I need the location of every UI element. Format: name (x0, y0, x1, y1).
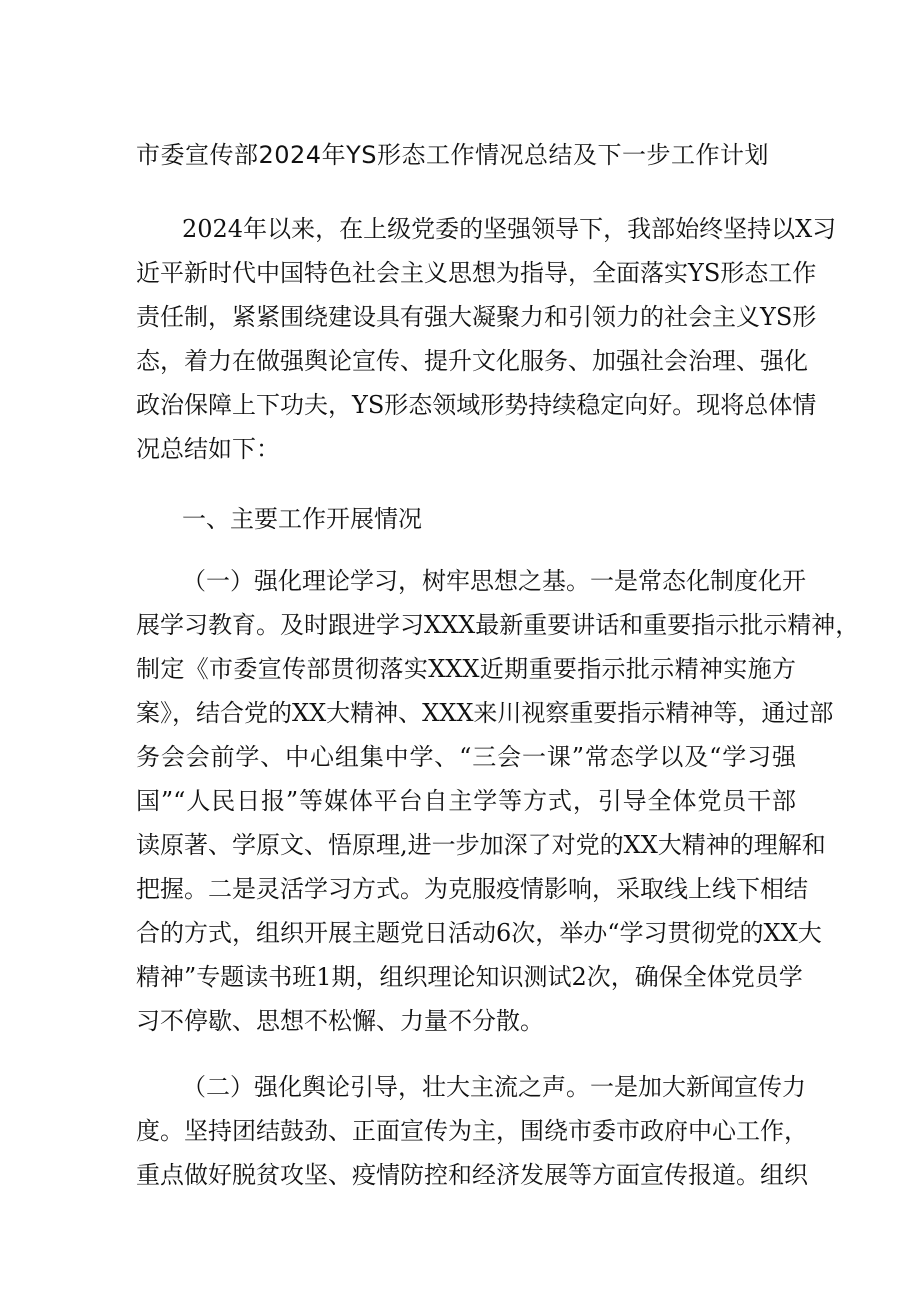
paragraph-line: 制定《市委宣传部贯彻落实XXX近期重要指示批示精神实施方 (136, 655, 796, 683)
paragraph-line: （一）强化理论学习，树牢思想之基。一是常态化制度化开 (182, 567, 806, 595)
intro-line: 政治保障上下功夫，YS形态领域形势持续稳定向好。现将总体情 (136, 391, 817, 419)
paragraph-line: 习不停歇、思想不松懈、力量不分散。 (136, 1007, 544, 1035)
paragraph-line: 合的方式，组织开展主题党日活动6次，举办“学习贯彻党的XX大 (136, 919, 822, 947)
intro-line: 近平新时代中国特色社会主义思想为指导，全面落实YS形态工作 (136, 259, 817, 287)
paragraph-line: 务会会前学、中心组集中学、“三会一课”常态学以及“学习强 (136, 743, 796, 771)
paragraph-line: 展学习教育。及时跟进学习XXX最新重要讲话和重要指示批示精神， (136, 611, 860, 639)
paragraph-line: 案》，结合党的XX大精神、XXX来川视察重要指示精神等，通过部 (136, 699, 834, 727)
paragraph-line: 精神”专题读书班1期，组织理论知识测试2次，确保全体党员学 (136, 963, 803, 991)
paragraph-line: 把握。二是灵活学习方式。为克服疫情影响，采取线上线下相结 (136, 875, 808, 903)
paragraph-line: （二）强化舆论引导，壮大主流之声。一是加大新闻宣传力 (182, 1073, 806, 1101)
intro-line: 2024年以来，在上级党委的坚强领导下，我部始终坚持以X习 (182, 215, 837, 243)
section-heading: 一、主要工作开展情况 (182, 505, 422, 533)
paragraph-line: 重点做好脱贫攻坚、疫情防控和经济发展等方面宣传报道。组织 (136, 1161, 808, 1189)
paragraph-line: 读原著、学原文、悟原理,进一步加深了对党的XX大精神的理解和 (136, 831, 826, 859)
intro-line: 态，着力在做强舆论宣传、提升文化服务、加强社会治理、强化 (136, 347, 808, 375)
intro-line: 况总结如下： (136, 435, 280, 463)
paragraph-line: 度。坚持团结鼓劲、正面宣传为主，围绕市委市政府中心工作， (136, 1117, 808, 1145)
intro-line: 责任制，紧紧围绕建设具有强大凝聚力和引领力的社会主义YS形 (136, 303, 817, 331)
paragraph-line: 国”“人民日报”等媒体平台自主学等方式，引导全体党员干部 (136, 787, 796, 815)
document-title: 市委宣传部2024年YS形态工作情况总结及下一步工作计划 (136, 141, 769, 169)
